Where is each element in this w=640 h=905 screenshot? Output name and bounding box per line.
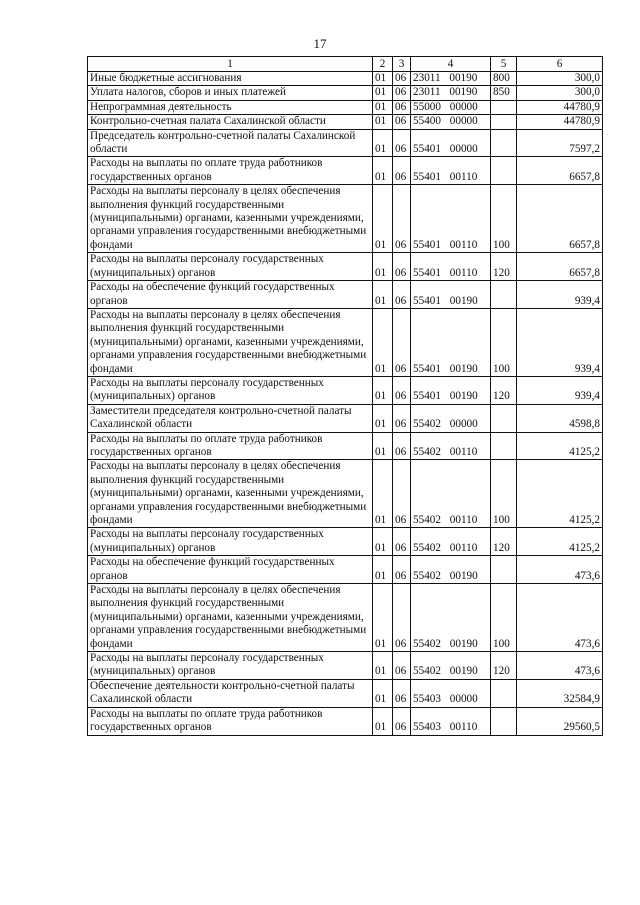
row-target-article-cell: 23011 00190 <box>411 72 491 86</box>
table-row <box>88 86 603 100</box>
row-target-article-cell: 55403 00110 <box>411 707 491 735</box>
table-row <box>88 528 603 556</box>
row-target-article-cell: 55403 00000 <box>411 679 491 707</box>
row-section-cell: 01 <box>373 556 393 584</box>
row-target-article-cell: 55402 00000 <box>411 404 491 432</box>
row-expense-type-cell <box>491 157 517 185</box>
row-subsection-cell: 06 <box>393 460 411 528</box>
row-section-cell: 01 <box>373 100 393 114</box>
row-section-cell: 01 <box>373 652 393 680</box>
row-expense-type-cell: 100 <box>491 584 517 652</box>
row-target-article-cell: 55401 00110 <box>411 253 491 281</box>
row-target-article-cell: 55400 00000 <box>411 115 491 129</box>
row-amount-cell: 939,4 <box>517 281 603 309</box>
row-target-article-cell: 55401 00110 <box>411 185 491 253</box>
row-subsection-cell: 06 <box>393 679 411 707</box>
row-name-cell: Расходы на выплаты персоналу в целях обеспечения выполнения функций государственными (муниципальными) органами, казенными учреждениями, органами управления государственными внебюджетными фондами <box>88 308 373 376</box>
row-expense-type-cell: 120 <box>491 652 517 680</box>
row-expense-type-cell <box>491 707 517 735</box>
row-section-cell: 01 <box>373 584 393 652</box>
row-section-cell: 01 <box>373 308 393 376</box>
row-subsection-cell: 06 <box>393 129 411 157</box>
row-name-cell: Непрограммная деятельность <box>88 100 373 114</box>
row-name-cell: Контрольно-счетная палата Сахалинской области <box>88 115 373 129</box>
row-amount-cell: 6657,8 <box>517 157 603 185</box>
table-row <box>88 652 603 680</box>
row-amount-cell: 4125,2 <box>517 432 603 460</box>
row-expense-type-cell: 100 <box>491 460 517 528</box>
row-name-cell: Расходы на выплаты по оплате труда работников государственных органов <box>88 432 373 460</box>
row-amount-cell: 7597,2 <box>517 129 603 157</box>
page-number: 17 <box>313 36 327 51</box>
row-amount-cell: 939,4 <box>517 308 603 376</box>
row-target-article-cell: 55000 00000 <box>411 100 491 114</box>
row-subsection-cell: 06 <box>393 528 411 556</box>
row-subsection-cell: 06 <box>393 281 411 309</box>
row-name-cell: Расходы на выплаты персоналу государственных (муниципальных) органов <box>88 253 373 281</box>
table-row <box>88 281 603 309</box>
row-name-cell: Расходы на выплаты персоналу в целях обеспечения выполнения функций государственными (муниципальными) органами, казенными учреждениями, органами управления государственными внебюджетными фондами <box>88 460 373 528</box>
table-row <box>88 253 603 281</box>
row-subsection-cell: 06 <box>393 86 411 100</box>
row-target-article-cell: 55401 00000 <box>411 129 491 157</box>
row-section-cell: 01 <box>373 129 393 157</box>
column-header: 5 <box>491 57 517 72</box>
row-section-cell: 01 <box>373 679 393 707</box>
row-subsection-cell: 06 <box>393 157 411 185</box>
table-row <box>88 432 603 460</box>
row-section-cell: 01 <box>373 157 393 185</box>
row-subsection-cell: 06 <box>393 308 411 376</box>
row-target-article-cell: 23011 00190 <box>411 86 491 100</box>
table-row <box>88 129 603 157</box>
row-name-cell: Заместители председателя контрольно-счетной палаты Сахалинской области <box>88 404 373 432</box>
row-name-cell: Расходы на обеспечение функций государственных органов <box>88 281 373 309</box>
row-expense-type-cell: 850 <box>491 86 517 100</box>
row-name-cell: Расходы на выплаты персоналу в целях обеспечения выполнения функций государственными (муниципальными) органами, казенными учреждениями, органами управления государственными внебюджетными фондами <box>88 584 373 652</box>
row-name-cell: Уплата налогов, сборов и иных платежей <box>88 86 373 100</box>
table-row <box>88 404 603 432</box>
row-amount-cell: 32584,9 <box>517 679 603 707</box>
table-row <box>88 185 603 253</box>
row-section-cell: 01 <box>373 460 393 528</box>
row-section-cell: 01 <box>373 281 393 309</box>
row-amount-cell: 44780,9 <box>517 115 603 129</box>
row-section-cell: 01 <box>373 115 393 129</box>
row-target-article-cell: 55402 00110 <box>411 460 491 528</box>
row-section-cell: 01 <box>373 86 393 100</box>
row-expense-type-cell: 800 <box>491 72 517 86</box>
table-row <box>88 460 603 528</box>
row-target-article-cell: 55402 00190 <box>411 584 491 652</box>
row-section-cell: 01 <box>373 432 393 460</box>
table-row <box>88 679 603 707</box>
row-expense-type-cell: 120 <box>491 528 517 556</box>
row-amount-cell: 4125,2 <box>517 460 603 528</box>
row-subsection-cell: 06 <box>393 115 411 129</box>
row-expense-type-cell <box>491 432 517 460</box>
table-row <box>88 707 603 735</box>
row-subsection-cell: 06 <box>393 404 411 432</box>
table-row <box>88 376 603 404</box>
row-subsection-cell: 06 <box>393 584 411 652</box>
row-amount-cell: 4598,8 <box>517 404 603 432</box>
column-header: 6 <box>517 57 603 72</box>
row-amount-cell: 300,0 <box>517 86 603 100</box>
header-row <box>88 57 603 72</box>
row-expense-type-cell <box>491 281 517 309</box>
row-expense-type-cell: 100 <box>491 308 517 376</box>
row-target-article-cell: 55402 00110 <box>411 432 491 460</box>
row-name-cell: Расходы на выплаты персоналу государственных (муниципальных) органов <box>88 528 373 556</box>
row-target-article-cell: 55402 00110 <box>411 528 491 556</box>
row-target-article-cell: 55401 00190 <box>411 308 491 376</box>
row-target-article-cell: 55401 00190 <box>411 376 491 404</box>
row-name-cell: Расходы на выплаты персоналу государственных (муниципальных) органов <box>88 376 373 404</box>
row-expense-type-cell <box>491 404 517 432</box>
row-section-cell: 01 <box>373 528 393 556</box>
column-header: 3 <box>393 57 411 72</box>
row-expense-type-cell: 120 <box>491 253 517 281</box>
row-section-cell: 01 <box>373 376 393 404</box>
row-expense-type-cell <box>491 556 517 584</box>
table-row <box>88 100 603 114</box>
row-amount-cell: 473,6 <box>517 556 603 584</box>
row-subsection-cell: 06 <box>393 72 411 86</box>
row-name-cell: Иные бюджетные ассигнования <box>88 72 373 86</box>
row-expense-type-cell: 100 <box>491 185 517 253</box>
table-row <box>88 157 603 185</box>
budget-table <box>87 56 603 736</box>
row-expense-type-cell <box>491 115 517 129</box>
row-name-cell: Расходы на выплаты персоналу в целях обеспечения выполнения функций государственными (муниципальными) органами, казенными учреждениями, органами управления государственными внебюджетными фондами <box>88 185 373 253</box>
row-section-cell: 01 <box>373 253 393 281</box>
row-amount-cell: 44780,9 <box>517 100 603 114</box>
table-row <box>88 115 603 129</box>
table-row <box>88 72 603 86</box>
row-name-cell: Расходы на обеспечение функций государственных органов <box>88 556 373 584</box>
row-section-cell: 01 <box>373 72 393 86</box>
row-amount-cell: 29560,5 <box>517 707 603 735</box>
row-expense-type-cell <box>491 100 517 114</box>
row-expense-type-cell <box>491 129 517 157</box>
row-subsection-cell: 06 <box>393 652 411 680</box>
row-section-cell: 01 <box>373 404 393 432</box>
row-amount-cell: 4125,2 <box>517 528 603 556</box>
row-amount-cell: 6657,8 <box>517 253 603 281</box>
row-subsection-cell: 06 <box>393 376 411 404</box>
row-amount-cell: 300,0 <box>517 72 603 86</box>
table-row <box>88 584 603 652</box>
table-row <box>88 556 603 584</box>
row-amount-cell: 939,4 <box>517 376 603 404</box>
row-amount-cell: 473,6 <box>517 584 603 652</box>
row-subsection-cell: 06 <box>393 253 411 281</box>
row-subsection-cell: 06 <box>393 556 411 584</box>
row-section-cell: 01 <box>373 185 393 253</box>
table-row <box>88 308 603 376</box>
row-expense-type-cell: 120 <box>491 376 517 404</box>
row-subsection-cell: 06 <box>393 432 411 460</box>
row-target-article-cell: 55401 00110 <box>411 157 491 185</box>
row-amount-cell: 473,6 <box>517 652 603 680</box>
row-name-cell: Расходы на выплаты персоналу государственных (муниципальных) органов <box>88 652 373 680</box>
column-header: 2 <box>373 57 393 72</box>
row-target-article-cell: 55402 00190 <box>411 556 491 584</box>
column-header: 1 <box>88 57 373 72</box>
row-name-cell: Расходы на выплаты по оплате труда работников государственных органов <box>88 157 373 185</box>
row-target-article-cell: 55402 00190 <box>411 652 491 680</box>
row-subsection-cell: 06 <box>393 100 411 114</box>
column-header: 4 <box>411 57 491 72</box>
row-name-cell: Председатель контрольно-счетной палаты Сахалинской области <box>88 129 373 157</box>
row-target-article-cell: 55401 00190 <box>411 281 491 309</box>
row-expense-type-cell <box>491 679 517 707</box>
row-subsection-cell: 06 <box>393 707 411 735</box>
row-section-cell: 01 <box>373 707 393 735</box>
row-name-cell: Расходы на выплаты по оплате труда работников государственных органов <box>88 707 373 735</box>
row-amount-cell: 6657,8 <box>517 185 603 253</box>
row-name-cell: Обеспечение деятельности контрольно-счетной палаты Сахалинской области <box>88 679 373 707</box>
row-subsection-cell: 06 <box>393 185 411 253</box>
